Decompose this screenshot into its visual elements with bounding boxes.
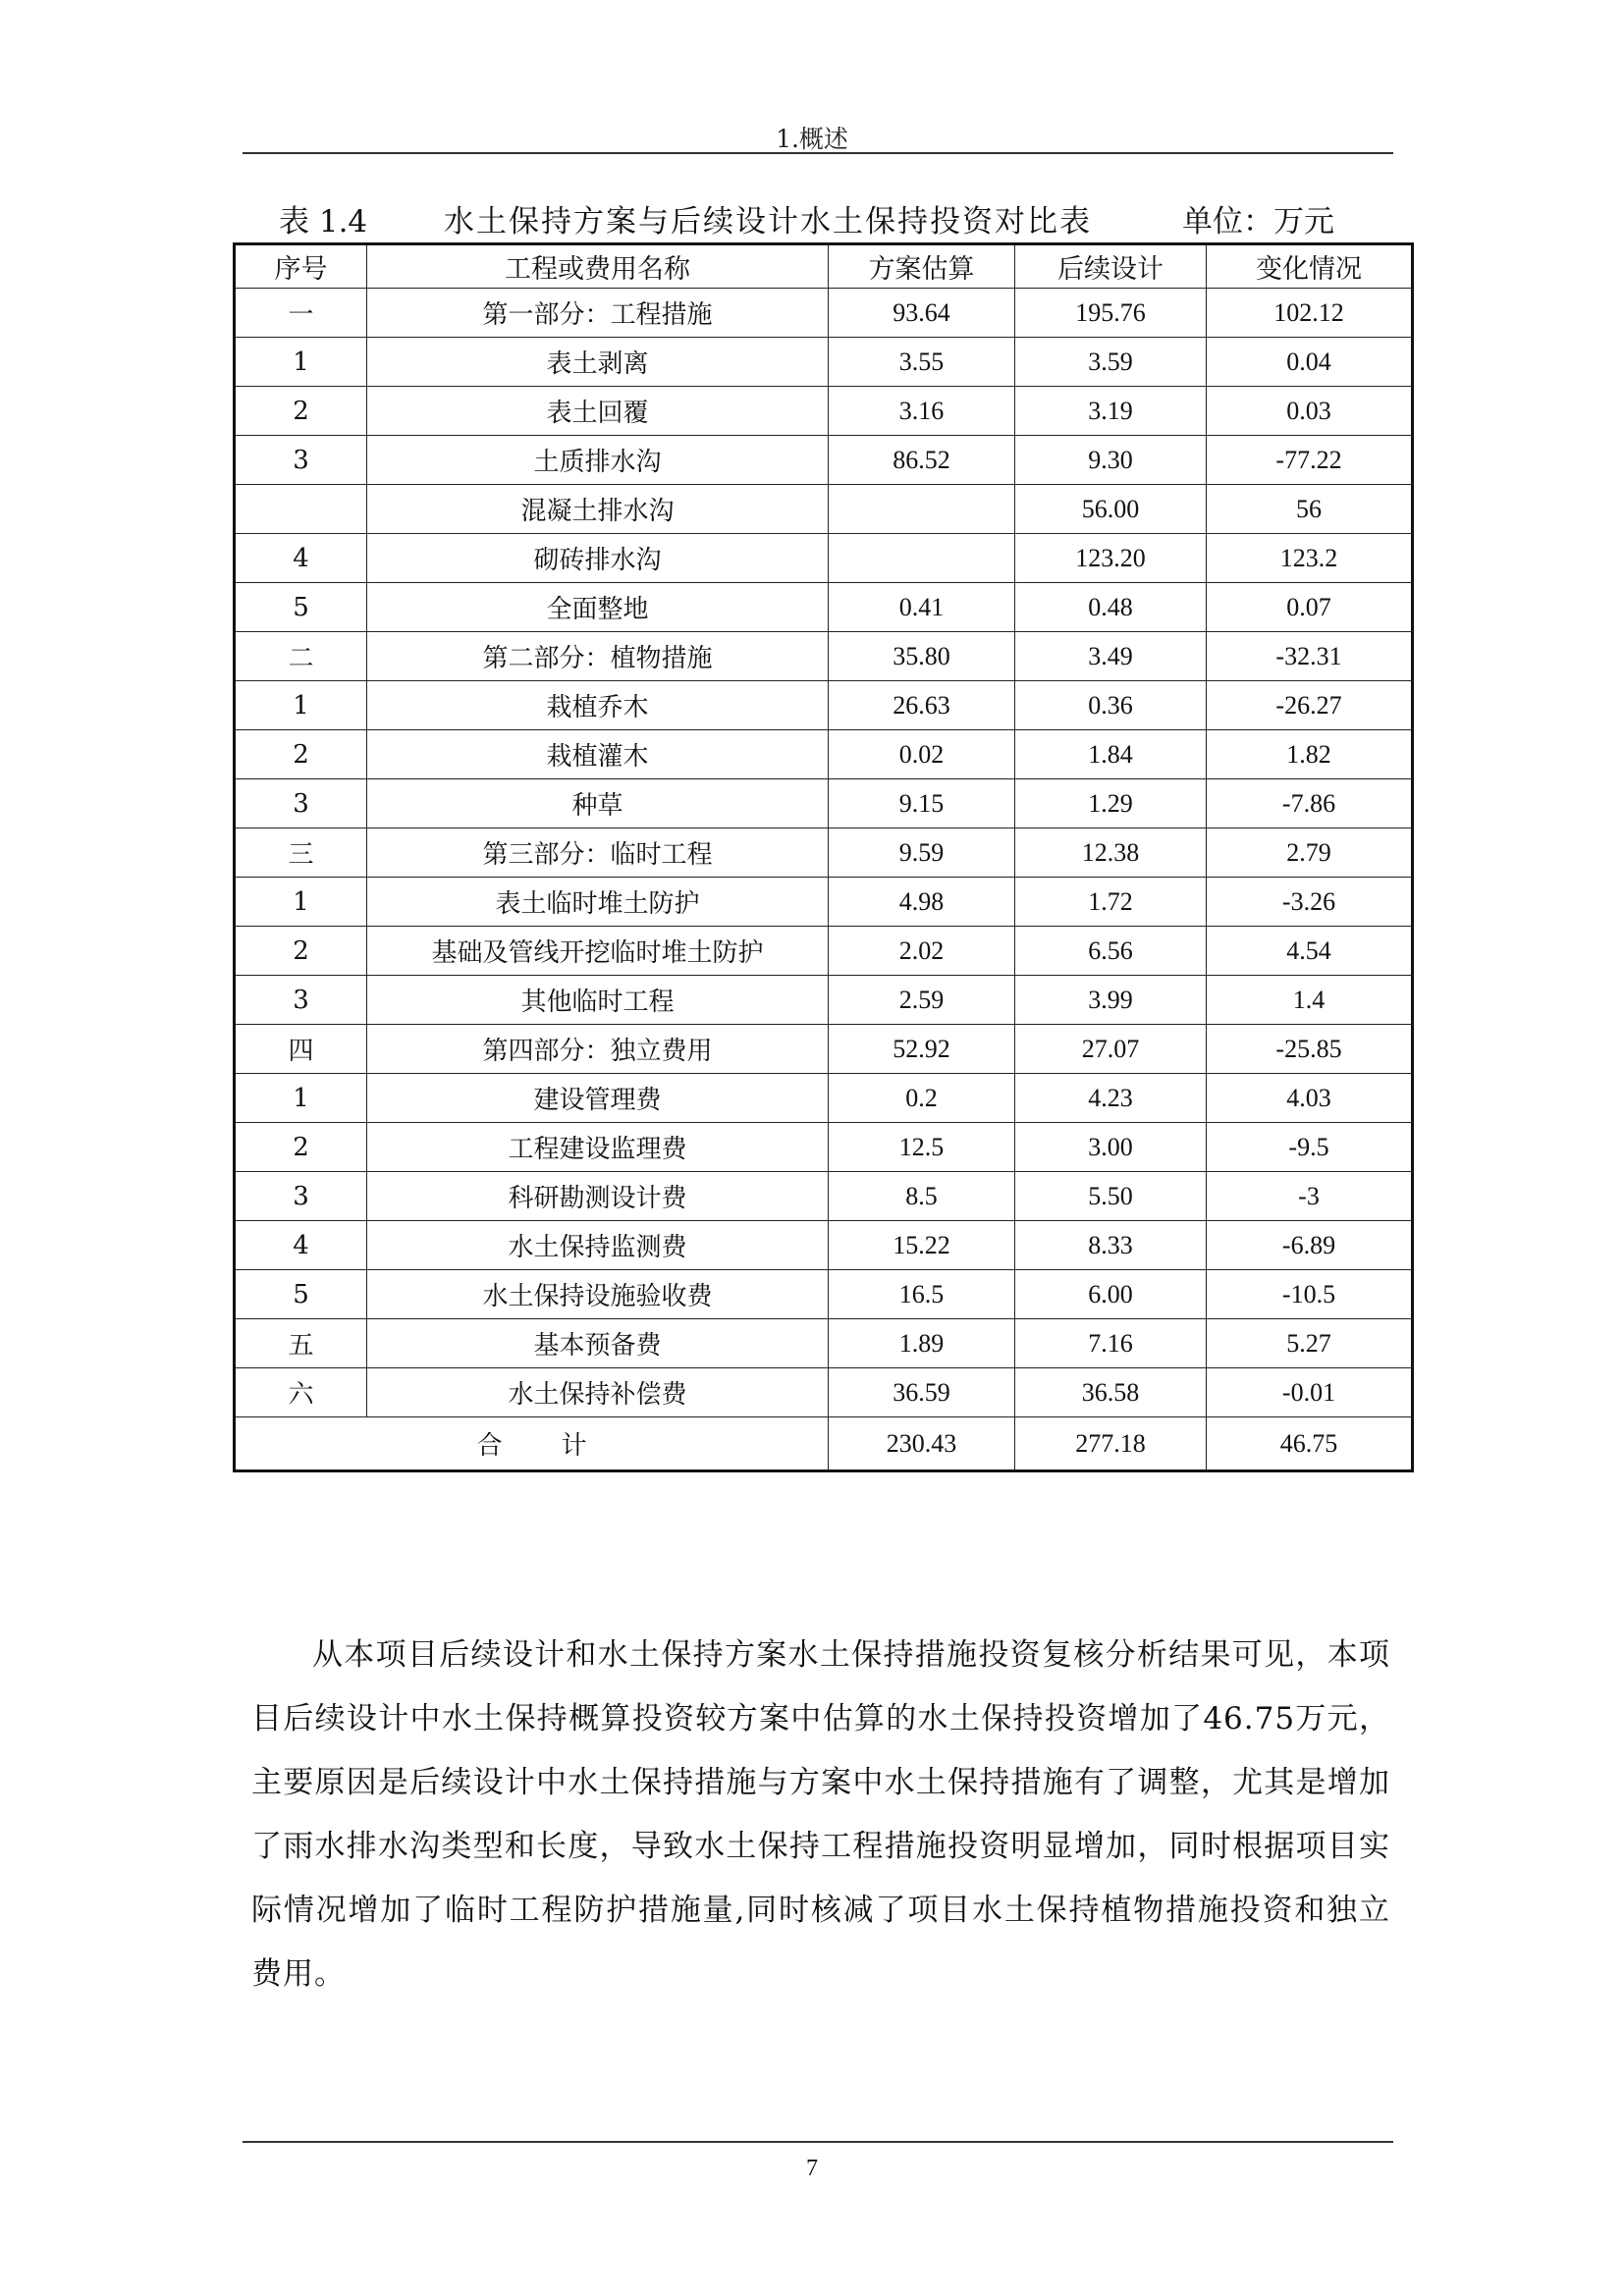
- change-value: -6.89: [1207, 1221, 1413, 1270]
- followup-design: 1.29: [1015, 779, 1207, 828]
- row-number: 3: [235, 436, 367, 485]
- footer-rule: [243, 2141, 1393, 2143]
- row-number: 2: [235, 387, 367, 436]
- column-header: 序号: [235, 244, 367, 289]
- change-value: -7.86: [1207, 779, 1413, 828]
- change-value: -32.31: [1207, 632, 1413, 681]
- table-row: [235, 927, 1413, 976]
- table-row: [235, 681, 1413, 730]
- plan-estimate: 15.22: [829, 1221, 1015, 1270]
- item-name: 表土剥离: [367, 338, 829, 387]
- followup-design: 8.33: [1015, 1221, 1207, 1270]
- analysis-paragraph: 从本项目后续设计和水土保持方案水土保持措施投资复核分析结果可见，本项目后续设计中水土保持概算投资较方案中估算的水土保持投资增加了46.75万元，主要原因是后续设计中水土保持措施与方案中水土保持措施有了调整，尤其是增加了雨水排水沟类型和长度，导致水土保持工程措施投资明显增加，同时根据项目实际情况增加了临时工程防护措施量,同时核减了项目水土保持植物措施投资和独立费用。: [251, 1637, 1390, 1992]
- row-number: 1: [235, 338, 367, 387]
- row-number: 四: [235, 1025, 367, 1074]
- table-row: [235, 976, 1413, 1025]
- plan-estimate: 86.52: [829, 436, 1015, 485]
- followup-design: 0.36: [1015, 681, 1207, 730]
- row-number: 3: [235, 1172, 367, 1221]
- followup-design: 3.49: [1015, 632, 1207, 681]
- item-name: 其他临时工程: [367, 976, 829, 1025]
- followup-design: 1.72: [1015, 878, 1207, 927]
- table-body: [235, 289, 1413, 1417]
- followup-design: 3.59: [1015, 338, 1207, 387]
- table-title: 水土保持方案与后续设计水土保持投资对比表: [444, 204, 1092, 240]
- plan-estimate: 12.5: [829, 1123, 1015, 1172]
- followup-design: 123.20: [1015, 534, 1207, 583]
- page-number: 7: [806, 2156, 818, 2181]
- item-name: 栽植灌木: [367, 730, 829, 779]
- item-name: 工程建设监理费: [367, 1123, 829, 1172]
- row-number: 一: [235, 289, 367, 338]
- followup-design: 7.16: [1015, 1319, 1207, 1368]
- plan-estimate: 0.2: [829, 1074, 1015, 1123]
- item-name: 全面整地: [367, 583, 829, 632]
- item-name: 栽植乔木: [367, 681, 829, 730]
- change-value: 0.04: [1207, 338, 1413, 387]
- item-name: 基本预备费: [367, 1319, 829, 1368]
- followup-design: 56.00: [1015, 485, 1207, 534]
- followup-design: 5.50: [1015, 1172, 1207, 1221]
- plan-estimate: 52.92: [829, 1025, 1015, 1074]
- followup-design: 3.00: [1015, 1123, 1207, 1172]
- table-row: [235, 534, 1413, 583]
- row-number: 4: [235, 534, 367, 583]
- plan-estimate: 9.59: [829, 828, 1015, 878]
- change-value: -25.85: [1207, 1025, 1413, 1074]
- row-number: 1: [235, 878, 367, 927]
- item-name: 第一部分：工程措施: [367, 289, 829, 338]
- plan-estimate: 26.63: [829, 681, 1015, 730]
- change-value: 123.2: [1207, 534, 1413, 583]
- item-name: 水土保持设施验收费: [367, 1270, 829, 1319]
- plan-estimate: 2.02: [829, 927, 1015, 976]
- row-number: 五: [235, 1319, 367, 1368]
- table-row: [235, 730, 1413, 779]
- header-rule: [243, 152, 1393, 154]
- row-number: 5: [235, 1270, 367, 1319]
- column-header: 变化情况: [1207, 244, 1413, 289]
- item-name: 混凝土排水沟: [367, 485, 829, 534]
- row-number: 2: [235, 927, 367, 976]
- plan-estimate: 3.55: [829, 338, 1015, 387]
- row-number: 三: [235, 828, 367, 878]
- change-value: 4.03: [1207, 1074, 1413, 1123]
- total-change: 46.75: [1207, 1417, 1413, 1471]
- plan-estimate: 1.89: [829, 1319, 1015, 1368]
- table-row: [235, 387, 1413, 436]
- change-value: 1.4: [1207, 976, 1413, 1025]
- table-header-row: [235, 244, 1413, 289]
- table-caption: [234, 196, 1333, 240]
- change-value: 0.07: [1207, 583, 1413, 632]
- page-header-title: 1.概述: [776, 125, 848, 153]
- total-design: 277.18: [1015, 1417, 1207, 1471]
- followup-design: 36.58: [1015, 1368, 1207, 1417]
- plan-estimate: 8.5: [829, 1172, 1015, 1221]
- table-row: [235, 779, 1413, 828]
- column-header: 方案估算: [829, 244, 1015, 289]
- table-row: [235, 485, 1413, 534]
- table-row: [235, 878, 1413, 927]
- table-row: [235, 1123, 1413, 1172]
- plan-estimate: 93.64: [829, 289, 1015, 338]
- item-name: 第二部分：植物措施: [367, 632, 829, 681]
- total-row: [235, 1417, 1413, 1471]
- change-value: -77.22: [1207, 436, 1413, 485]
- table-row: [235, 1074, 1413, 1123]
- item-name: 基础及管线开挖临时堆土防护: [367, 927, 829, 976]
- row-number: 1: [235, 681, 367, 730]
- plan-estimate: 0.41: [829, 583, 1015, 632]
- item-name: 第三部分：临时工程: [367, 828, 829, 878]
- row-number: 1: [235, 1074, 367, 1123]
- table-row: [235, 436, 1413, 485]
- followup-design: 3.19: [1015, 387, 1207, 436]
- row-number: 4: [235, 1221, 367, 1270]
- row-number: 3: [235, 976, 367, 1025]
- plan-estimate: 4.98: [829, 878, 1015, 927]
- table-row: [235, 1025, 1413, 1074]
- followup-design: 195.76: [1015, 289, 1207, 338]
- total-plan: 230.43: [829, 1417, 1015, 1471]
- item-name: 第四部分：独立费用: [367, 1025, 829, 1074]
- row-number: 二: [235, 632, 367, 681]
- change-value: 4.54: [1207, 927, 1413, 976]
- change-value: -3: [1207, 1172, 1413, 1221]
- column-header: 工程或费用名称: [367, 244, 829, 289]
- change-value: -3.26: [1207, 878, 1413, 927]
- item-name: 水土保持监测费: [367, 1221, 829, 1270]
- followup-design: 0.48: [1015, 583, 1207, 632]
- change-value: -26.27: [1207, 681, 1413, 730]
- column-header: 后续设计: [1015, 244, 1207, 289]
- item-name: 科研勘测设计费: [367, 1172, 829, 1221]
- change-value: 5.27: [1207, 1319, 1413, 1368]
- total-label: 合计: [235, 1417, 829, 1471]
- row-number: 2: [235, 730, 367, 779]
- followup-design: 4.23: [1015, 1074, 1207, 1123]
- item-name: 表土临时堆土防护: [367, 878, 829, 927]
- table-row: [235, 632, 1413, 681]
- change-value: -10.5: [1207, 1270, 1413, 1319]
- item-name: 建设管理费: [367, 1074, 829, 1123]
- plan-estimate: [829, 534, 1015, 583]
- followup-design: 3.99: [1015, 976, 1207, 1025]
- change-value: 0.03: [1207, 387, 1413, 436]
- table-number: 表 1.4: [279, 204, 368, 240]
- change-value: 2.79: [1207, 828, 1413, 878]
- table-row: [235, 1368, 1413, 1417]
- plan-estimate: 35.80: [829, 632, 1015, 681]
- table-row: [235, 1270, 1413, 1319]
- followup-design: 9.30: [1015, 436, 1207, 485]
- row-number: 六: [235, 1368, 367, 1417]
- plan-estimate: 0.02: [829, 730, 1015, 779]
- row-number: [235, 485, 367, 534]
- table-row: [235, 289, 1413, 338]
- table-row: [235, 1172, 1413, 1221]
- table-row: [235, 338, 1413, 387]
- item-name: 砌砖排水沟: [367, 534, 829, 583]
- change-value: 102.12: [1207, 289, 1413, 338]
- row-number: 2: [235, 1123, 367, 1172]
- change-value: -9.5: [1207, 1123, 1413, 1172]
- table-row: [235, 828, 1413, 878]
- followup-design: 6.56: [1015, 927, 1207, 976]
- table-row: [235, 1319, 1413, 1368]
- followup-design: 1.84: [1015, 730, 1207, 779]
- plan-estimate: 2.59: [829, 976, 1015, 1025]
- plan-estimate: 3.16: [829, 387, 1015, 436]
- plan-estimate: 36.59: [829, 1368, 1015, 1417]
- item-name: 水土保持补偿费: [367, 1368, 829, 1417]
- investment-comparison-table: [233, 242, 1414, 1472]
- item-name: 表土回覆: [367, 387, 829, 436]
- item-name: 土质排水沟: [367, 436, 829, 485]
- table-row: [235, 1221, 1413, 1270]
- item-name: 种草: [367, 779, 829, 828]
- followup-design: 6.00: [1015, 1270, 1207, 1319]
- change-value: 1.82: [1207, 730, 1413, 779]
- followup-design: 12.38: [1015, 828, 1207, 878]
- plan-estimate: 9.15: [829, 779, 1015, 828]
- change-value: 56: [1207, 485, 1413, 534]
- plan-estimate: 16.5: [829, 1270, 1015, 1319]
- change-value: -0.01: [1207, 1368, 1413, 1417]
- table-row: [235, 583, 1413, 632]
- table-unit: 单位：万元: [1182, 204, 1334, 240]
- plan-estimate: [829, 485, 1015, 534]
- followup-design: 27.07: [1015, 1025, 1207, 1074]
- row-number: 5: [235, 583, 367, 632]
- row-number: 3: [235, 779, 367, 828]
